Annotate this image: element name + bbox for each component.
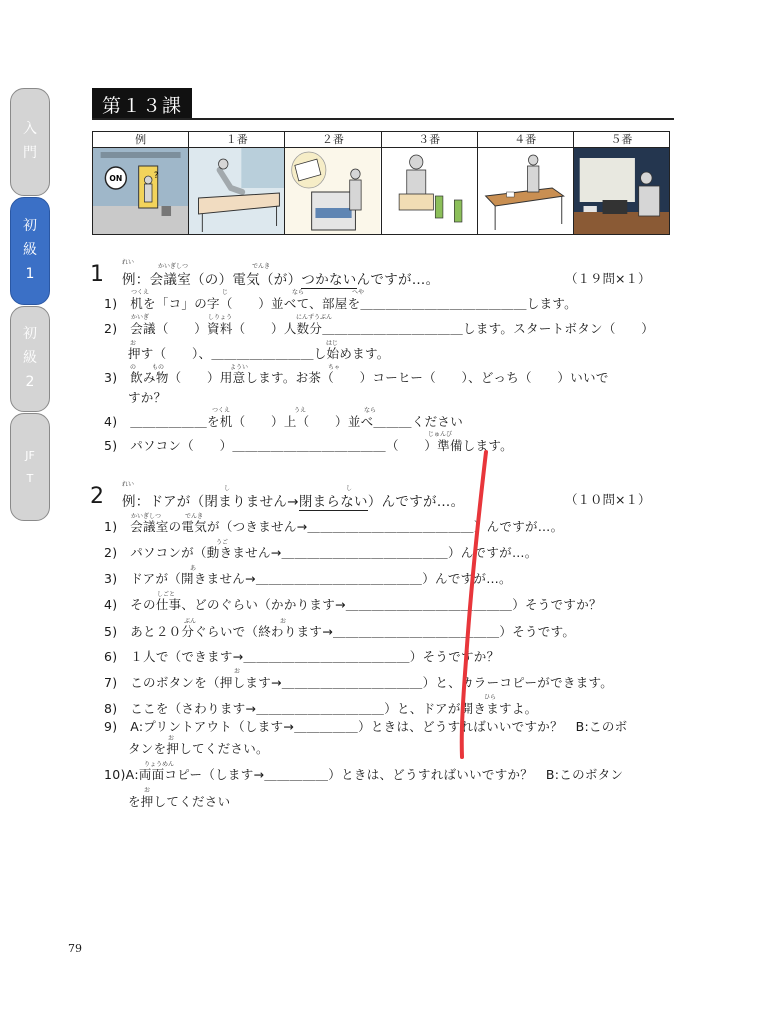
- furigana: の: [130, 364, 137, 371]
- picture-header: ２番: [285, 132, 380, 148]
- furigana: りょうめん: [144, 761, 175, 768]
- furigana: お: [234, 668, 241, 675]
- furigana: あ: [190, 565, 197, 572]
- picture-table: [92, 131, 670, 235]
- section2-item-3[interactable]: 3) ドアが（開きません→＿＿＿＿＿＿＿＿＿＿＿＿＿）んですが…。: [104, 571, 512, 586]
- furigana: にんずうぶん: [296, 314, 333, 321]
- picture-4: [478, 132, 574, 234]
- furigana: でんき: [252, 263, 271, 270]
- section2-item-8[interactable]: 8) ここを（さわります→＿＿＿＿＿＿＿＿＿＿）と、ドアが開きますよ。: [104, 701, 538, 716]
- picture-5: [574, 132, 669, 234]
- section1-score: （１９問×１）: [565, 271, 651, 286]
- furigana: うえ: [294, 407, 307, 414]
- picture-header: １番: [189, 132, 284, 148]
- example-text: 例：ドアが（閉まりません→: [122, 494, 299, 510]
- furigana: れい: [122, 481, 135, 488]
- on-sign: ON: [109, 173, 123, 184]
- furigana: ようい: [230, 364, 249, 371]
- picture-header: 例: [93, 132, 188, 148]
- page-number: 79: [68, 942, 82, 955]
- furigana: じゅんび: [428, 431, 453, 438]
- picture-example: [93, 132, 189, 234]
- furigana: つくえ: [212, 407, 231, 414]
- furigana: はじ: [326, 340, 339, 347]
- picture-copier: [285, 148, 380, 234]
- furigana: つくえ: [131, 289, 150, 296]
- section2-item-7[interactable]: 7) このボタンを（押します→＿＿＿＿＿＿＿＿＿＿＿）と、カラーコピーができます。: [104, 675, 614, 690]
- furigana: し: [346, 485, 353, 492]
- section-number: 2: [90, 484, 104, 509]
- furigana: へや: [352, 289, 365, 296]
- furigana: かいぎしつ: [158, 263, 189, 270]
- picture-1: [189, 132, 285, 234]
- section1-item-5[interactable]: 5) パソコン（ ）＿＿＿＿＿＿＿＿＿＿＿＿（ ）準備します。: [104, 438, 513, 453]
- furigana: うご: [216, 539, 229, 546]
- furigana: もの: [152, 364, 165, 371]
- tab-label: 初級2: [23, 326, 37, 390]
- furigana: お: [168, 735, 175, 742]
- section2-item-9-cont[interactable]: タンを押してください。: [128, 741, 269, 756]
- section2-item-4[interactable]: 4) その仕事、どのぐらい（かかります→＿＿＿＿＿＿＿＿＿＿＿＿＿）そうですか？: [104, 597, 602, 612]
- picture-header: ５番: [574, 132, 669, 148]
- furigana: ちゃ: [328, 364, 341, 371]
- example-text: ）んですが…。: [367, 494, 465, 510]
- section2-item-10-cont[interactable]: を押してください: [128, 794, 231, 809]
- title-rule: [92, 118, 674, 120]
- picture-room-light: [93, 148, 188, 234]
- section2-item-1[interactable]: 1) 会議室の電気が（つきません→＿＿＿＿＿＿＿＿＿＿＿＿＿）んですが…。: [104, 519, 564, 534]
- lesson-title: 第１３課: [92, 88, 192, 120]
- picture-handouts: [478, 148, 573, 234]
- tab-label: 入門: [23, 121, 37, 161]
- example-text: 例：会議室（の）電気（が）: [122, 272, 302, 288]
- picture-laptop: [574, 148, 669, 234]
- question-mark: ?: [153, 170, 159, 182]
- picture-2: [285, 132, 381, 234]
- section1-item-4[interactable]: 4) ＿＿＿＿＿＿を机（ ）上（ ）並べ＿＿＿ください: [104, 414, 464, 429]
- section2-item-6[interactable]: 6) １人で（できます→＿＿＿＿＿＿＿＿＿＿＿＿＿）そうですか？: [104, 649, 500, 664]
- section1-example: [122, 268, 439, 288]
- furigana: し: [224, 485, 231, 492]
- furigana: お: [130, 340, 137, 347]
- furigana: でんき: [185, 513, 204, 520]
- section1-item-3[interactable]: 3) 飲み物（ ）用意します。お茶（ ）コーヒー（ ）、どっち（ ）いいで: [104, 370, 609, 385]
- tab-nyumon[interactable]: [10, 88, 50, 196]
- section1-item-2[interactable]: 2) 会議（ ）資料（ ）人数分＿＿＿＿＿＿＿＿＿＿＿します。スタートボタン（ ）: [104, 321, 655, 336]
- tab-label: 初級1: [23, 218, 37, 282]
- tab-shokyu-1[interactable]: [10, 197, 50, 305]
- picture-header: ４番: [478, 132, 573, 148]
- furigana: れい: [122, 259, 135, 266]
- furigana: しごと: [157, 591, 176, 598]
- furigana: じ: [222, 289, 229, 296]
- tab-jft[interactable]: [10, 413, 50, 521]
- furigana: かいぎ: [131, 314, 150, 321]
- section2-item-10[interactable]: 10)A:両面コピー（します→＿＿＿＿＿）ときは、どうすればいいですか？ B:このボタン: [104, 767, 624, 782]
- tab-shokyu-2[interactable]: [10, 306, 50, 412]
- example-text: んですが…。: [356, 272, 440, 288]
- furigana: お: [280, 618, 287, 625]
- furigana: お: [144, 787, 151, 794]
- picture-header: ３番: [382, 132, 477, 148]
- furigana: ぶん: [184, 618, 197, 625]
- section2-example: [122, 490, 464, 510]
- section1-item-3-cont[interactable]: すか？: [128, 390, 167, 405]
- section2-item-2[interactable]: 2) パソコンが（動きません→＿＿＿＿＿＿＿＿＿＿＿＿＿）んですが…。: [104, 545, 538, 560]
- tab-label: JFT: [25, 448, 35, 485]
- example-answer: 閉まらない: [298, 494, 368, 510]
- section-number: 1: [90, 262, 104, 287]
- section1-item-2-cont[interactable]: 押す（ ）、＿＿＿＿＿＿＿＿し始めます。: [128, 346, 390, 361]
- example-answer: つかない: [301, 272, 357, 288]
- section1-item-1[interactable]: 1) 机を「コ」の字（ ）並べて、部屋を＿＿＿＿＿＿＿＿＿＿＿＿＿します。: [104, 296, 577, 311]
- furigana: しりょう: [208, 314, 233, 321]
- picture-3: [382, 132, 478, 234]
- section2-item-5[interactable]: 5) あと２０分ぐらいで（終わります→＿＿＿＿＿＿＿＿＿＿＿＿＿）そうです。: [104, 624, 576, 639]
- furigana: ひら: [484, 694, 497, 701]
- section2-item-9[interactable]: 9) A:プリントアウト（します→＿＿＿＿＿）ときは、どうすればいいですか？ B:このボ: [104, 719, 628, 734]
- furigana: なら: [292, 289, 305, 296]
- section2-score: （１０問×１）: [565, 492, 651, 507]
- picture-drinks: [382, 148, 477, 234]
- picture-desks: [189, 148, 284, 234]
- furigana: かいぎしつ: [131, 513, 162, 520]
- furigana: なら: [364, 407, 377, 414]
